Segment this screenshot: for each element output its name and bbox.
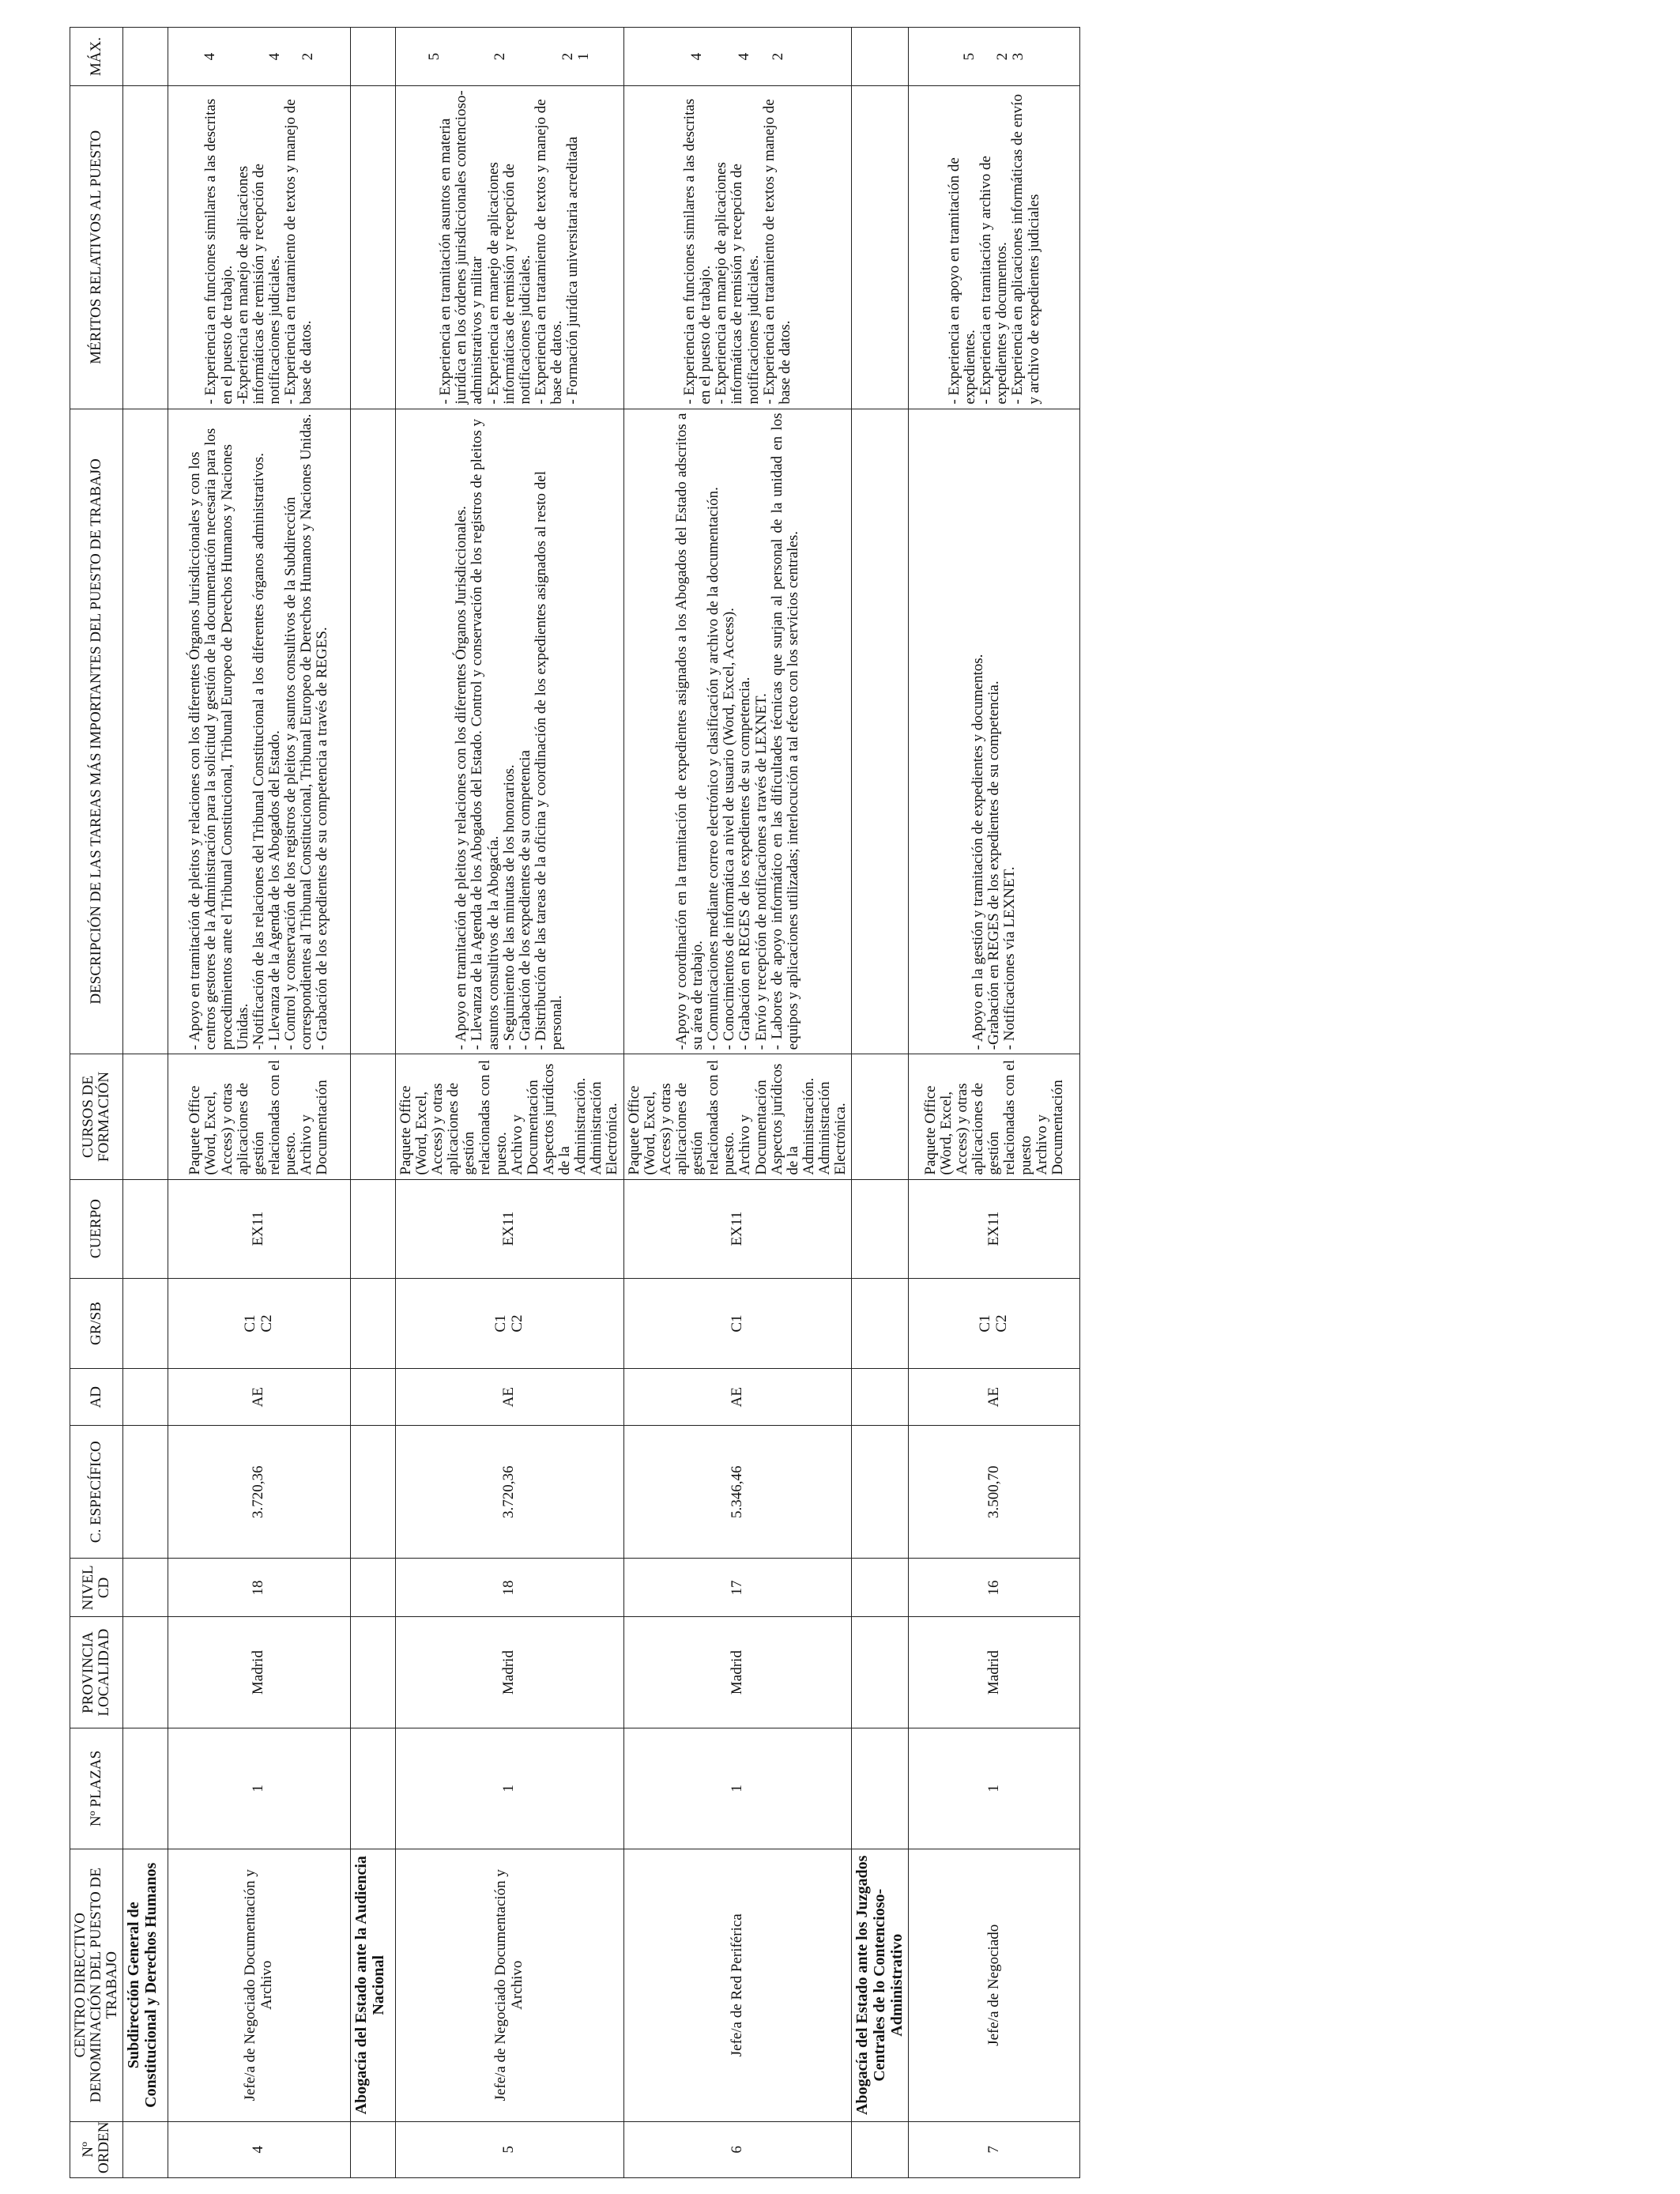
- cell-grsb: C1: [623, 1278, 852, 1369]
- cell-cursos: Paquete Office (Word, Excel, Access) y otras aplicaciones de gestión relacionadas con el puesto. Archivo y Documentación Aspectos jurídicos de la Administración. Administración Electrónica.: [395, 1054, 623, 1179]
- cell-ad: AE: [395, 1369, 623, 1425]
- cell-ad: AE: [623, 1369, 852, 1425]
- cell-orden: 7: [909, 2121, 1080, 2177]
- cell-max: [909, 28, 1080, 86]
- cell-plazas: 1: [623, 1728, 852, 1849]
- table-row: [623, 28, 852, 2178]
- cell-max: [395, 28, 623, 86]
- header-cursos: CURSOS DE FORMACIÓN: [70, 1054, 123, 1179]
- header-provincia: PROVINCIA LOCALIDAD: [70, 1617, 123, 1728]
- cell-denominacion: Jefe/a de Negociado Documentación y Archivo: [395, 1849, 623, 2121]
- cell-denominacion: Jefe/a de Negociado: [909, 1849, 1080, 2121]
- section-row: [350, 28, 395, 2178]
- cell-denominacion: Jefe/a de Negociado Documentación y Archivo: [168, 1849, 350, 2121]
- header-meritos: MÉRITOS RELATIVOS AL PUESTO: [70, 86, 123, 409]
- header-grsb: GR/SB: [70, 1278, 123, 1369]
- header-descripcion: DESCRIPCIÓN DE LAS TAREAS MÁS IMPORTANTES DEL PUESTO DE TRABAJO: [70, 409, 123, 1054]
- cell-descripcion: - Apoyo en tramitación de pleitos y relaciones con los diferentes Órganos Jurisdiccionales y con los centros gestores de la Administración para la solicitud y gestión de la documentación necesaria para los procedimientos ante el Tribunal Constitucional, Tribunal Europeo de Derechos Humanos y Naciones Unidas. -Notificación de las relaciones del Tribunal Constitucional a los diferentes órganos administrativos. - Llevanza de la Agenda de los Abogados del Estado. - Control y conservación de los registros de pleitos y asuntos consultivos de la Subdirección correspondientes al Tribunal Constitucional, Tribunal Europeo de Derechos Humanos y Naciones Unidas. - Grabación de los expedientes de su competencia a través de REGES.: [168, 409, 350, 1054]
- section-name: Subdirección General de Constitucional y Derechos Humanos: [122, 1849, 168, 2121]
- merit-item: - Experiencia en tramitación y archivo de expedientes y documentos.: [977, 156, 1011, 405]
- max-value: 2: [769, 52, 786, 61]
- cell-orden: 5: [395, 2121, 623, 2177]
- merit-item: - Experiencia en tratamiento de textos y manejo de base de datos.: [282, 99, 315, 405]
- cell-nivel: 17: [623, 1559, 852, 1617]
- max-value: 5: [426, 52, 443, 61]
- job-positions-table: [70, 27, 1080, 2178]
- section-name: Abogacía del Estado ante los Juzgados Centrales de lo Contencioso-Administrativo: [852, 1849, 909, 2121]
- max-value: 4: [736, 52, 753, 61]
- merit-item: - Experiencia en tratamiento de textos y manejo de base de datos.: [760, 99, 793, 405]
- cell-meritos: [395, 86, 623, 409]
- header-orden: Nº ORDEN: [70, 2121, 123, 2177]
- merit-item: - Experiencia en manejo de aplicaciones informáticas de remisión y recepción de notificaciones judiciales.: [484, 162, 533, 405]
- header-especifico: C. ESPECÍFICO: [70, 1425, 123, 1558]
- cell-cuerpo: EX11: [623, 1179, 852, 1278]
- cell-plazas: 1: [168, 1728, 350, 1849]
- cell-descripcion: - Apoyo en tramitación de pleitos y relaciones con los diferentes Órganos Jurisdiccionales. - Llevanza de la Agenda de los Abogados del Estado. Control y conservación de los registros de pleitos y asuntos consultivos de la Abogacía. - Seguimiento de las minutas de los honorarios. - Grabación de los expedientes de su competencia - Distribución de las tareas de la oficina y coordinación de los expedientes asignados al resto del personal.: [395, 409, 623, 1054]
- merit-item: - Experiencia en apoyo en tramitación de expedientes.: [945, 157, 979, 405]
- merit-item: - Experiencia en aplicaciones informáticas de envío y archivo de expedientes judiciales: [1009, 94, 1042, 405]
- cell-localidad: Madrid: [395, 1617, 623, 1728]
- merit-item: - Experiencia en manejo de aplicaciones informáticas de remisión y recepción de notificaciones judiciales.: [713, 162, 762, 405]
- section-row: [852, 28, 909, 2178]
- cell-cuerpo: EX11: [395, 1179, 623, 1278]
- cell-especifico: 3.720,36: [395, 1425, 623, 1558]
- table-row: [168, 28, 350, 2178]
- cell-grsb: C1 C2: [909, 1278, 1080, 1369]
- cell-plazas: 1: [395, 1728, 623, 1849]
- cell-especifico: 3.720,36: [168, 1425, 350, 1558]
- max-value: 4: [201, 52, 218, 61]
- cell-especifico: 5.346,46: [623, 1425, 852, 1558]
- cell-meritos: [909, 86, 1080, 409]
- cell-orden: 6: [623, 2121, 852, 2177]
- cell-cursos: Paquete Office (Word, Excel, Access) y otras aplicaciones de gestión relacionadas con el puesto. Archivo y Documentación: [168, 1054, 350, 1179]
- cell-grsb: C1 C2: [168, 1278, 350, 1369]
- cell-nivel: 18: [395, 1559, 623, 1617]
- cell-max: [168, 28, 350, 86]
- cell-descripcion: - Apoyo en la gestión y tramitación de expedientes y documentos. -Grabación en REGES de los expedientes de su competencia. - Notificaciones vía LEXNET.: [909, 409, 1080, 1054]
- max-value: 3: [1010, 52, 1027, 61]
- cell-nivel: 16: [909, 1559, 1080, 1617]
- cell-meritos: [623, 86, 852, 409]
- cell-max: [623, 28, 852, 86]
- max-value: 2: [559, 52, 576, 61]
- cell-especifico: 3.500,70: [909, 1425, 1080, 1558]
- cell-localidad: Madrid: [623, 1617, 852, 1728]
- cell-ad: AE: [909, 1369, 1080, 1425]
- max-value: 2: [299, 52, 316, 61]
- cell-denominacion: Jefe/a de Red Periférica: [623, 1849, 852, 2121]
- cell-ad: AE: [168, 1369, 350, 1425]
- header-ad: AD: [70, 1369, 123, 1425]
- section-name: Abogacía del Estado ante la Audiencia Nacional: [350, 1849, 395, 2121]
- header-plazas: Nº PLAZAS: [70, 1728, 123, 1849]
- cell-meritos: [168, 86, 350, 409]
- header-row: [70, 28, 123, 2178]
- merit-item: -Experiencia en manejo de aplicaciones informáticas de remisión y recepción de notificaciones judiciales.: [234, 164, 283, 405]
- merit-item: - Experiencia en tratamiento de textos y manejo de base de datos.: [532, 99, 565, 405]
- cell-descripcion: -Apoyo y coordinación en la tramitación de expedientes asignados a los Abogados del Estado adscritos a su área de trabajo. - Comunicaciones mediante correo electrónico y clasificación y archivo de la documentación. - Conocimientos de informática a nivel de usuario (Word, Excel, Access). - Grabación en REGES de los expedientes de su competencia. - Envío y recepción de notificaciones a través de LEXNET. - Labores de apoyo informático en las dificultades técnicas que surjan al personal de la unidad en los equipos y aplicaciones utilizadas; interlocución a tal efecto con los servicios centrales.: [623, 409, 852, 1054]
- max-value: 4: [266, 52, 283, 61]
- table-row: [395, 28, 623, 2178]
- cell-cursos: Paquete Office (Word, Excel, Access) y otras aplicaciones de gestión relacionadas con el puesto Archivo y Documentación: [909, 1054, 1080, 1179]
- header-cuerpo: CUERPO: [70, 1179, 123, 1278]
- table-row: [909, 28, 1080, 2178]
- header-nivel: NIVEL CD: [70, 1559, 123, 1617]
- cell-grsb: C1 C2: [395, 1278, 623, 1369]
- cell-cuerpo: EX11: [168, 1179, 350, 1278]
- max-value: 2: [994, 52, 1011, 61]
- merit-item: - Experiencia en funciones similares a las descritas en el puesto de trabajo.: [681, 98, 714, 405]
- header-centro: CENTRO DIRECTIVO DENOMINACIÓN DEL PUESTO DE TRABAJO: [70, 1849, 123, 2121]
- cell-cuerpo: EX11: [909, 1179, 1080, 1278]
- cell-cursos: Paquete Office (Word, Excel, Access) y otras aplicaciones de gestión relacionadas con el puesto. Archivo y Documentación Aspectos jurídicos de la Administración. Administración Electrónica.: [623, 1054, 852, 1179]
- cell-localidad: Madrid: [909, 1617, 1080, 1728]
- merit-item: - Experiencia en funciones similares a las descritas en el puesto de trabajo.: [202, 98, 235, 405]
- header-max: MÁX.: [70, 28, 123, 86]
- section-row: [122, 28, 168, 2178]
- max-value: 5: [961, 52, 978, 61]
- max-value: 4: [688, 52, 706, 61]
- cell-plazas: 1: [909, 1728, 1080, 1849]
- max-value: 2: [491, 52, 508, 61]
- max-value: 1: [574, 52, 592, 61]
- cell-orden: 4: [168, 2121, 350, 2177]
- merit-item: - Experiencia en tramitación asuntos en materia jurídica en los órdenes jurisdiccionales contencioso-administrativos y militar: [437, 90, 486, 405]
- cell-localidad: Madrid: [168, 1617, 350, 1728]
- merit-item: - Formación jurídica universitaria acreditada: [564, 136, 582, 405]
- cell-nivel: 18: [168, 1559, 350, 1617]
